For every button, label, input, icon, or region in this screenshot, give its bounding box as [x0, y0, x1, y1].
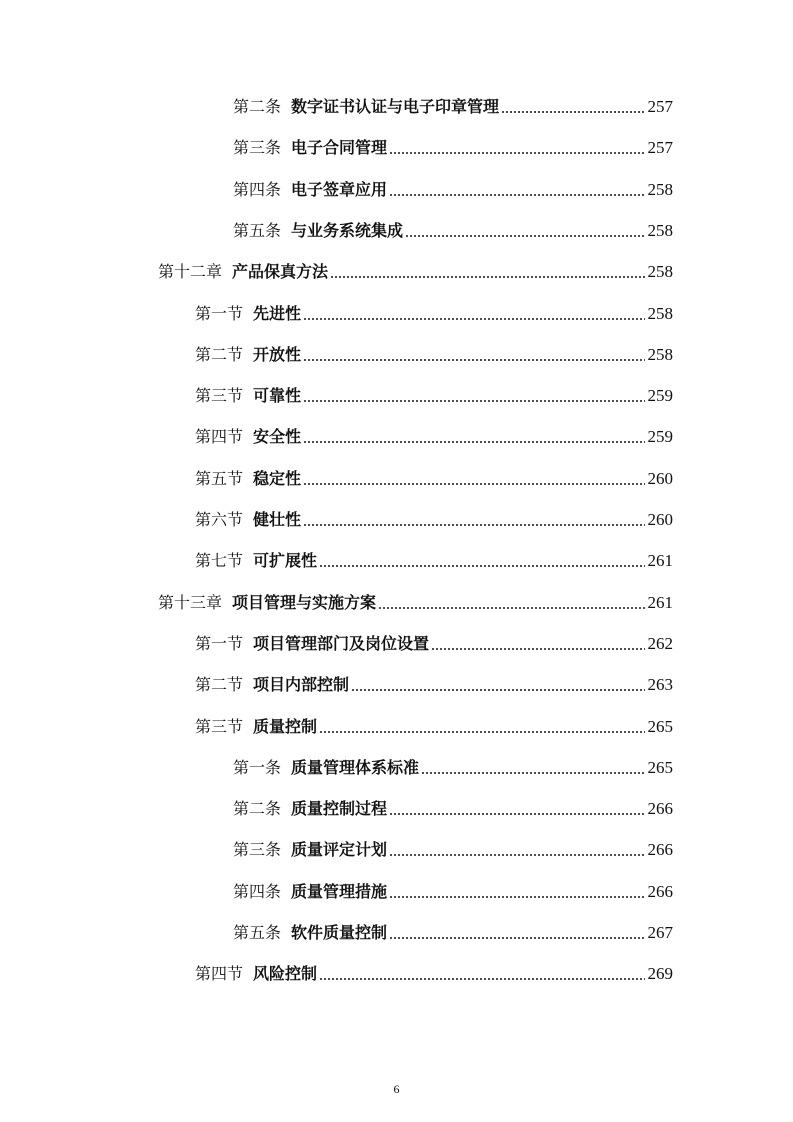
toc-entry[interactable]: [233, 89, 673, 117]
toc-entry-number: 第四节: [195, 964, 244, 984]
toc-entry-page: 266: [647, 840, 673, 860]
toc-entry-number: 第三条: [233, 840, 282, 860]
toc-entry[interactable]: [233, 213, 673, 241]
dot-leader: [319, 978, 644, 980]
toc-entry[interactable]: [195, 461, 673, 489]
toc-entry-page: 258: [647, 344, 673, 364]
toc-entry-page: 259: [647, 386, 673, 406]
dot-leader: [501, 111, 644, 113]
toc-entry-page: 259: [647, 427, 673, 447]
toc-entry-number: 第五条: [233, 923, 282, 942]
dot-leader: [389, 152, 644, 154]
toc-entry[interactable]: [195, 956, 673, 984]
toc-entry-title: 质量管理措施: [291, 881, 388, 901]
toc-entry[interactable]: [195, 667, 673, 695]
toc-entry-title: 质量管理体系标准: [291, 757, 420, 777]
toc-entry-title: 可靠性: [253, 386, 302, 406]
toc-entry-title: 电子合同管理: [291, 138, 388, 158]
toc-entry-page: 263: [647, 675, 673, 695]
toc-entry-title: 健壮性: [253, 510, 302, 529]
toc-entry-number: 第一节: [195, 633, 244, 653]
toc-entry-page: 258: [647, 262, 673, 282]
toc-entry-page: 258: [647, 303, 673, 323]
toc-entry[interactable]: [233, 874, 673, 902]
toc-entry-number: 第二节: [195, 344, 244, 364]
toc-entry-number: 第四节: [195, 427, 244, 447]
dot-leader: [303, 524, 644, 526]
toc-entry-number: 第十三章: [158, 592, 223, 612]
dot-leader: [351, 689, 644, 691]
toc-entry[interactable]: [195, 709, 673, 737]
dot-leader: [389, 813, 644, 815]
dot-leader: [378, 607, 644, 609]
dot-leader: [303, 359, 644, 361]
dot-leader: [303, 318, 644, 320]
toc-entry[interactable]: [233, 832, 673, 860]
toc-entry[interactable]: [158, 254, 673, 282]
toc-entry-number: 第五条: [233, 220, 282, 240]
toc-entry[interactable]: [195, 502, 673, 530]
toc-entry-page: 261: [647, 592, 673, 612]
toc-entry-title: 质量评定计划: [291, 840, 388, 860]
toc-entry-title: 先进性: [253, 303, 302, 323]
toc-entry-page: 267: [647, 923, 673, 942]
dot-leader: [431, 648, 644, 650]
toc-entry-title: 项目内部控制: [253, 675, 350, 695]
dot-leader: [421, 772, 644, 774]
toc-entry-title: 软件质量控制: [291, 923, 388, 942]
toc-entry-page: 262: [647, 633, 673, 653]
dot-leader: [319, 731, 644, 733]
toc-entry[interactable]: [233, 172, 673, 200]
dot-leader: [389, 854, 644, 856]
toc-entry[interactable]: [233, 915, 673, 943]
dot-leader: [389, 937, 644, 939]
toc-entry[interactable]: [195, 337, 673, 365]
toc-entry-page: 260: [647, 468, 673, 488]
toc-entry-page: 257: [647, 138, 673, 158]
dot-leader: [303, 483, 644, 485]
toc-entry[interactable]: [195, 378, 673, 406]
toc-entry[interactable]: [233, 791, 673, 819]
dot-leader: [319, 565, 644, 567]
toc-entry-page: 261: [647, 551, 673, 571]
toc-entry-number: 第二节: [195, 675, 244, 695]
toc-entry-title: 开放性: [253, 344, 302, 364]
toc-entry-title: 与业务系统集成: [291, 220, 404, 240]
toc-entry-number: 第五节: [195, 468, 244, 488]
toc-entry-number: 第三节: [195, 716, 244, 736]
toc-entry-title: 质量控制: [253, 716, 318, 736]
toc-entry-number: 第六节: [195, 510, 244, 529]
toc-entry[interactable]: [195, 419, 673, 447]
toc-entry-number: 第二条: [233, 799, 282, 819]
toc-entry-title: 安全性: [253, 427, 302, 447]
toc-entry[interactable]: [233, 750, 673, 778]
toc-entry[interactable]: [158, 585, 673, 613]
toc-entry-title: 风险控制: [253, 964, 318, 984]
toc-entry-number: 第三条: [233, 138, 282, 158]
toc-entry-title: 产品保真方法: [232, 262, 329, 282]
dot-leader: [405, 235, 644, 237]
toc-entry-page: 266: [647, 799, 673, 819]
toc-entry-number: 第十二章: [158, 262, 223, 282]
toc-entry-number: 第三节: [195, 386, 244, 406]
toc-entry-page: 265: [647, 757, 673, 777]
toc-entry-title: 项目管理与实施方案: [232, 592, 377, 612]
page-number: 6: [393, 1082, 400, 1096]
toc-entry-number: 第一节: [195, 303, 244, 323]
toc-entry-page: 269: [647, 964, 673, 984]
toc-entry-page: 265: [647, 716, 673, 736]
toc-entry-title: 可扩展性: [253, 551, 318, 571]
toc-entry-title: 稳定性: [253, 468, 302, 488]
toc-entry[interactable]: [195, 626, 673, 654]
dot-leader: [303, 441, 644, 443]
toc-entry-page: 260: [647, 510, 673, 529]
toc-entry-title: 数字证书认证与电子印章管理: [291, 97, 500, 116]
toc-entry-page: 266: [647, 881, 673, 901]
toc-entry[interactable]: [195, 296, 673, 324]
toc-entry-number: 第四条: [233, 179, 282, 199]
toc-entry-title: 电子签章应用: [291, 179, 388, 199]
toc-entry-page: 258: [647, 179, 673, 199]
dot-leader: [389, 194, 644, 196]
toc-entry-number: 第二条: [233, 97, 282, 116]
toc-entry[interactable]: [233, 130, 673, 158]
toc-entry-number: 第四条: [233, 881, 282, 901]
dot-leader: [330, 276, 644, 278]
dot-leader: [389, 896, 644, 898]
toc-entry-title: 项目管理部门及岗位设置: [253, 633, 430, 653]
toc-entry-number: 第七节: [195, 551, 244, 571]
toc-entry[interactable]: [195, 543, 673, 571]
toc-entry-title: 质量控制过程: [291, 799, 388, 819]
dot-leader: [303, 400, 644, 402]
toc-entry-page: 257: [647, 97, 673, 116]
toc-entry-page: 258: [647, 220, 673, 240]
toc-entry-number: 第一条: [233, 757, 282, 777]
